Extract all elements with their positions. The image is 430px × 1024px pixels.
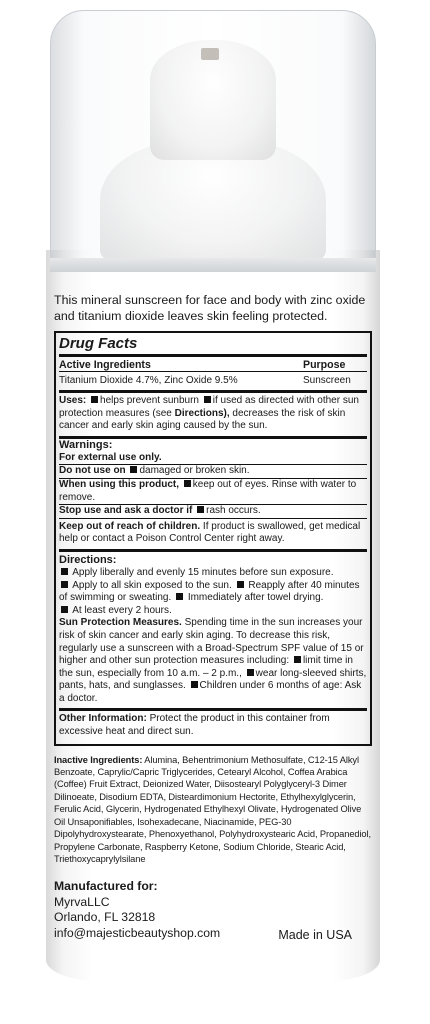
bullet-icon bbox=[191, 681, 198, 688]
intro-text: This mineral sunscreen for face and body with zinc oxide and titanium dioxide leaves skin feeling protected. bbox=[54, 293, 366, 323]
direction-5: At least every 2 hours. bbox=[72, 604, 172, 616]
stop-use-label: Stop use and ask a doctor if bbox=[59, 505, 193, 517]
cap-rim bbox=[50, 258, 376, 272]
drug-facts-box bbox=[54, 331, 372, 746]
uses-text-3: decreases the risk of skin cancer and early skin aging caused by the sun. bbox=[59, 407, 346, 432]
uses-text-2: if used as directed with other sun protection measures (see bbox=[59, 395, 359, 419]
other-label: Other Information: bbox=[59, 713, 147, 725]
bullet-icon bbox=[247, 669, 254, 676]
active-value: Titanium Dioxide 4.7%, Zinc Oxide 9.5% bbox=[59, 375, 238, 386]
bullet-icon bbox=[176, 593, 183, 600]
drug-facts-title: Drug Facts bbox=[59, 335, 367, 357]
stop-use-text: rash occurs. bbox=[206, 505, 261, 517]
spm-text-1: Spending time in the sun increases your risk of skin cancer and early skin aging. To decrease this risk, regularly use a sunscreen with a Broad-Spectrum SPF value of 15 or higher and other sun protection measures including: bbox=[59, 617, 364, 667]
when-using bbox=[59, 478, 367, 504]
do-not-use-label: Do not use on bbox=[59, 465, 126, 477]
bullet-icon bbox=[294, 656, 301, 663]
manufacturer-city: Orlando, FL 32818 bbox=[54, 910, 156, 925]
bullet-icon bbox=[197, 506, 204, 513]
directions-line-1 bbox=[59, 567, 367, 580]
clear-cap bbox=[50, 10, 376, 272]
bullet-icon bbox=[91, 396, 98, 403]
do-not-use-text: damaged or broken skin. bbox=[139, 465, 250, 477]
uses-directions-ref: Directions), bbox=[174, 407, 230, 419]
other-text: Protect the product in this container from excessive heat and direct sun. bbox=[59, 713, 330, 738]
direction-1: Apply liberally and evenly 15 minutes before sun exposure. bbox=[72, 566, 334, 578]
bullet-icon bbox=[61, 581, 68, 588]
inactive-ingredients bbox=[54, 754, 372, 866]
when-using-label: When using this product, bbox=[59, 478, 179, 490]
stop-use bbox=[59, 504, 367, 518]
active-ingredients-row bbox=[59, 372, 367, 390]
inactive-label: Inactive Ingredients: bbox=[54, 754, 143, 765]
keep-label: Keep out of reach of children. bbox=[59, 520, 201, 532]
made-in-usa: Made in USA bbox=[278, 927, 352, 942]
directions-line-3 bbox=[59, 605, 367, 618]
warnings-label: Warnings: bbox=[59, 438, 113, 451]
active-ingredients-header bbox=[59, 359, 367, 372]
direction-4: Immediately after towel drying. bbox=[187, 592, 324, 604]
purpose-value: Sunscreen bbox=[303, 375, 351, 386]
manufacturer-label: Manufactured for: bbox=[54, 879, 158, 894]
spm-text-3: wear long-sleeved shirts, pants, hats, and sunglasses. bbox=[59, 667, 367, 692]
uses-text-1: helps prevent sunburn bbox=[100, 395, 199, 406]
warnings-section bbox=[59, 436, 367, 549]
directions-line-2 bbox=[59, 580, 367, 605]
external-use: For external use only. bbox=[59, 451, 162, 463]
when-using-text: keep out of eyes. Rinse with water to remove. bbox=[59, 478, 357, 503]
label-content bbox=[54, 292, 372, 941]
bullet-icon bbox=[61, 568, 68, 575]
manufacturer-name: MyrvaLLC bbox=[54, 894, 110, 909]
spm-text-4: Children under 6 months of age: Ask a doctor. bbox=[59, 680, 362, 704]
active-heading: Active Ingredients bbox=[59, 359, 151, 371]
direction-3: Reapply after 40 minutes of swimming or sweating. bbox=[59, 579, 360, 604]
do-not-use bbox=[59, 464, 367, 478]
purpose-heading: Purpose bbox=[303, 359, 346, 371]
sun-protection bbox=[59, 617, 367, 705]
other-information bbox=[59, 708, 367, 741]
spm-text-2: limit time in the sun, especially from 10 a.m. – 2 p.m., bbox=[59, 655, 353, 679]
bullet-icon bbox=[130, 466, 137, 473]
bullet-icon bbox=[204, 396, 211, 403]
spm-label: Sun Protection Measures. bbox=[59, 617, 182, 629]
manufacturer-block bbox=[54, 879, 372, 941]
bullet-icon bbox=[61, 606, 68, 613]
uses-section bbox=[59, 390, 367, 436]
manufacturer-email: info@majesticbeautyshop.com bbox=[54, 925, 221, 940]
inactive-text: Alumina, Behentrimonium Methosulfate, C12-15 Alkyl Benzoate, Caprylic/Capric Triglycerides, Cetearyl Alcohol, Coffea Arabica (Coffee) Fruit Extract, Deionized Water, Diisostearyl Polyglyceryl-3 Dimer Dilinoeate, Disodium EDTA, Disteardimonium Hectorite, Ethylhexylglycerin, Ferulic Acid, Glycerin, Hydrogenated Ethylhexyl Olivate, Hydrogenated Olive Oil Unsaponifiables, Isohexadecane, Niacinamide, PEG-30 Dipolyhydroxystearate, Phenoxyethanol, Polyhydroxystearic Acid, Propanediol, Propylene Carbonate, Raspberry Ketone, Sodium Chloride, Stearic Acid, Triethoxycaprylylsilane bbox=[54, 754, 371, 864]
direction-2: Apply to all skin exposed to the sun. bbox=[72, 579, 232, 591]
uses-label: Uses: bbox=[59, 395, 87, 406]
directions-label: Directions: bbox=[59, 553, 117, 566]
keep-out-of-reach bbox=[59, 518, 367, 549]
bullet-icon bbox=[237, 581, 244, 588]
bullet-icon bbox=[184, 480, 191, 487]
directions-section bbox=[59, 549, 367, 709]
keep-text: If product is swallowed, get medical help or contact a Poison Control Center right away. bbox=[59, 520, 361, 545]
